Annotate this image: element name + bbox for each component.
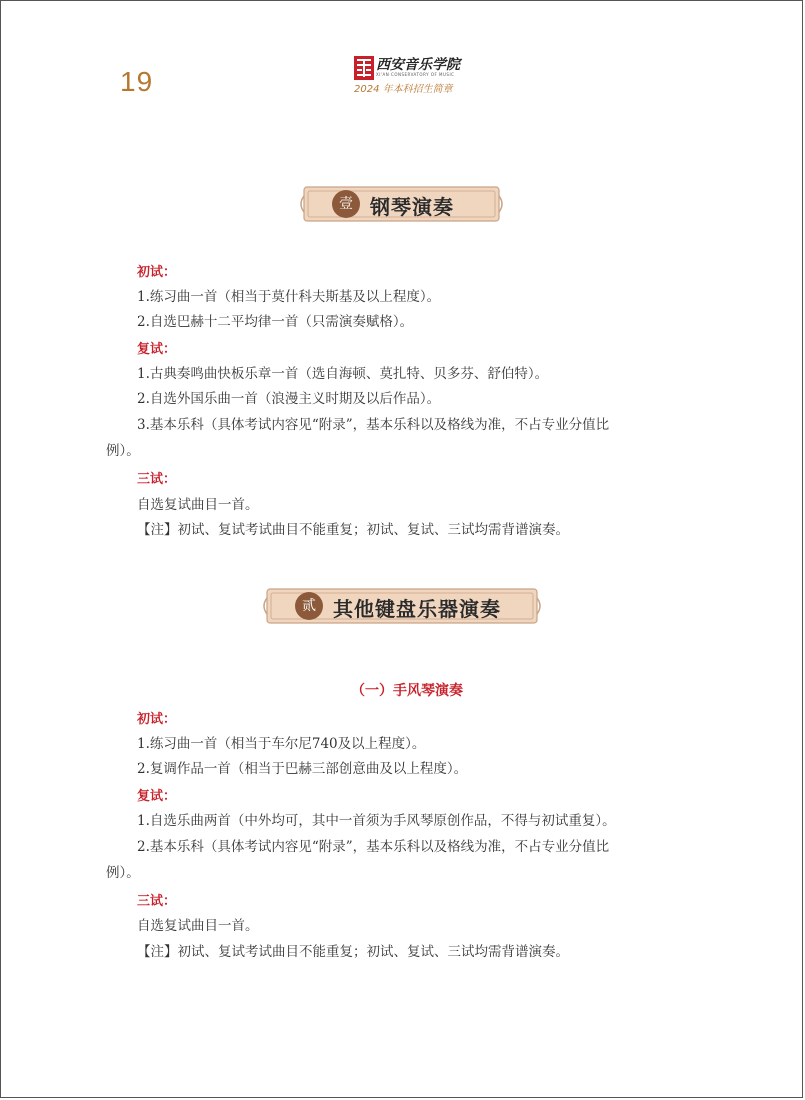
section-banner-piano <box>298 184 505 224</box>
round2-label: 复试： <box>137 342 177 357</box>
section-number-badge: 壹 <box>332 190 360 218</box>
subsection-title: （一）手风琴演奏 <box>351 683 463 699</box>
section-title: 其他键盘乐器演奏 <box>333 597 501 621</box>
list-item: 2.复调作品一首（相当于巴赫三部创意曲及以上程度）。 <box>137 761 468 777</box>
header-logo <box>354 52 474 102</box>
note: 【注】初试、复试考试曲目不能重复；初试、复试、三试均需背谱演奏。 <box>137 944 569 960</box>
list-item: 3.基本乐科（具体考试内容见“附录”，基本乐科以及格线为准，不占专业分值比 <box>137 417 610 433</box>
list-item: 例）。 <box>106 865 140 881</box>
round3-text: 自选复试曲目一首。 <box>137 497 259 513</box>
section-title: 钢琴演奏 <box>370 195 454 219</box>
page-number: 19 <box>120 66 154 97</box>
school-name: 西安音乐学院 <box>376 57 460 73</box>
list-item: 2.基本乐科（具体考试内容见“附录”，基本乐科以及格线为准，不占专业分值比 <box>137 839 610 855</box>
list-item: 1.自选乐曲两首（中外均可，其中一首须为手风琴原创作品，不得与初试重复）。 <box>137 813 616 829</box>
list-item: 2.自选外国乐曲一首（浪漫主义时期及以后作品）。 <box>137 391 441 407</box>
section-number-badge: 贰 <box>295 592 323 620</box>
list-item: 1.古典奏鸣曲快板乐章一首（选自海顿、莫扎特、贝多芬、舒伯特）。 <box>137 366 549 382</box>
section-banner-keyboard <box>261 586 543 626</box>
round2-label: 复试： <box>137 789 177 804</box>
note: 【注】初试、复试考试曲目不能重复；初试、复试、三试均需背谱演奏。 <box>137 522 569 538</box>
list-item: 2.自选巴赫十二平均律一首（只需演奏赋格）。 <box>137 314 414 330</box>
list-item: 例）。 <box>106 443 140 459</box>
school-name-en: XI'AN CONSERVATORY OF MUSIC <box>376 72 455 77</box>
round3-label: 三试： <box>137 894 177 909</box>
list-item: 1.练习曲一首（相当于车尔尼740及以上程度）。 <box>137 736 426 752</box>
list-item: 1.练习曲一首（相当于莫什科夫斯基及以上程度）。 <box>137 289 441 305</box>
round1-label: 初试： <box>137 712 177 727</box>
header-subtitle: 2024 年本科招生简章 <box>354 84 453 95</box>
school-emblem-icon <box>354 54 374 80</box>
round1-label: 初试： <box>137 265 177 280</box>
round3-text: 自选复试曲目一首。 <box>137 918 259 934</box>
round3-label: 三试： <box>137 472 177 487</box>
